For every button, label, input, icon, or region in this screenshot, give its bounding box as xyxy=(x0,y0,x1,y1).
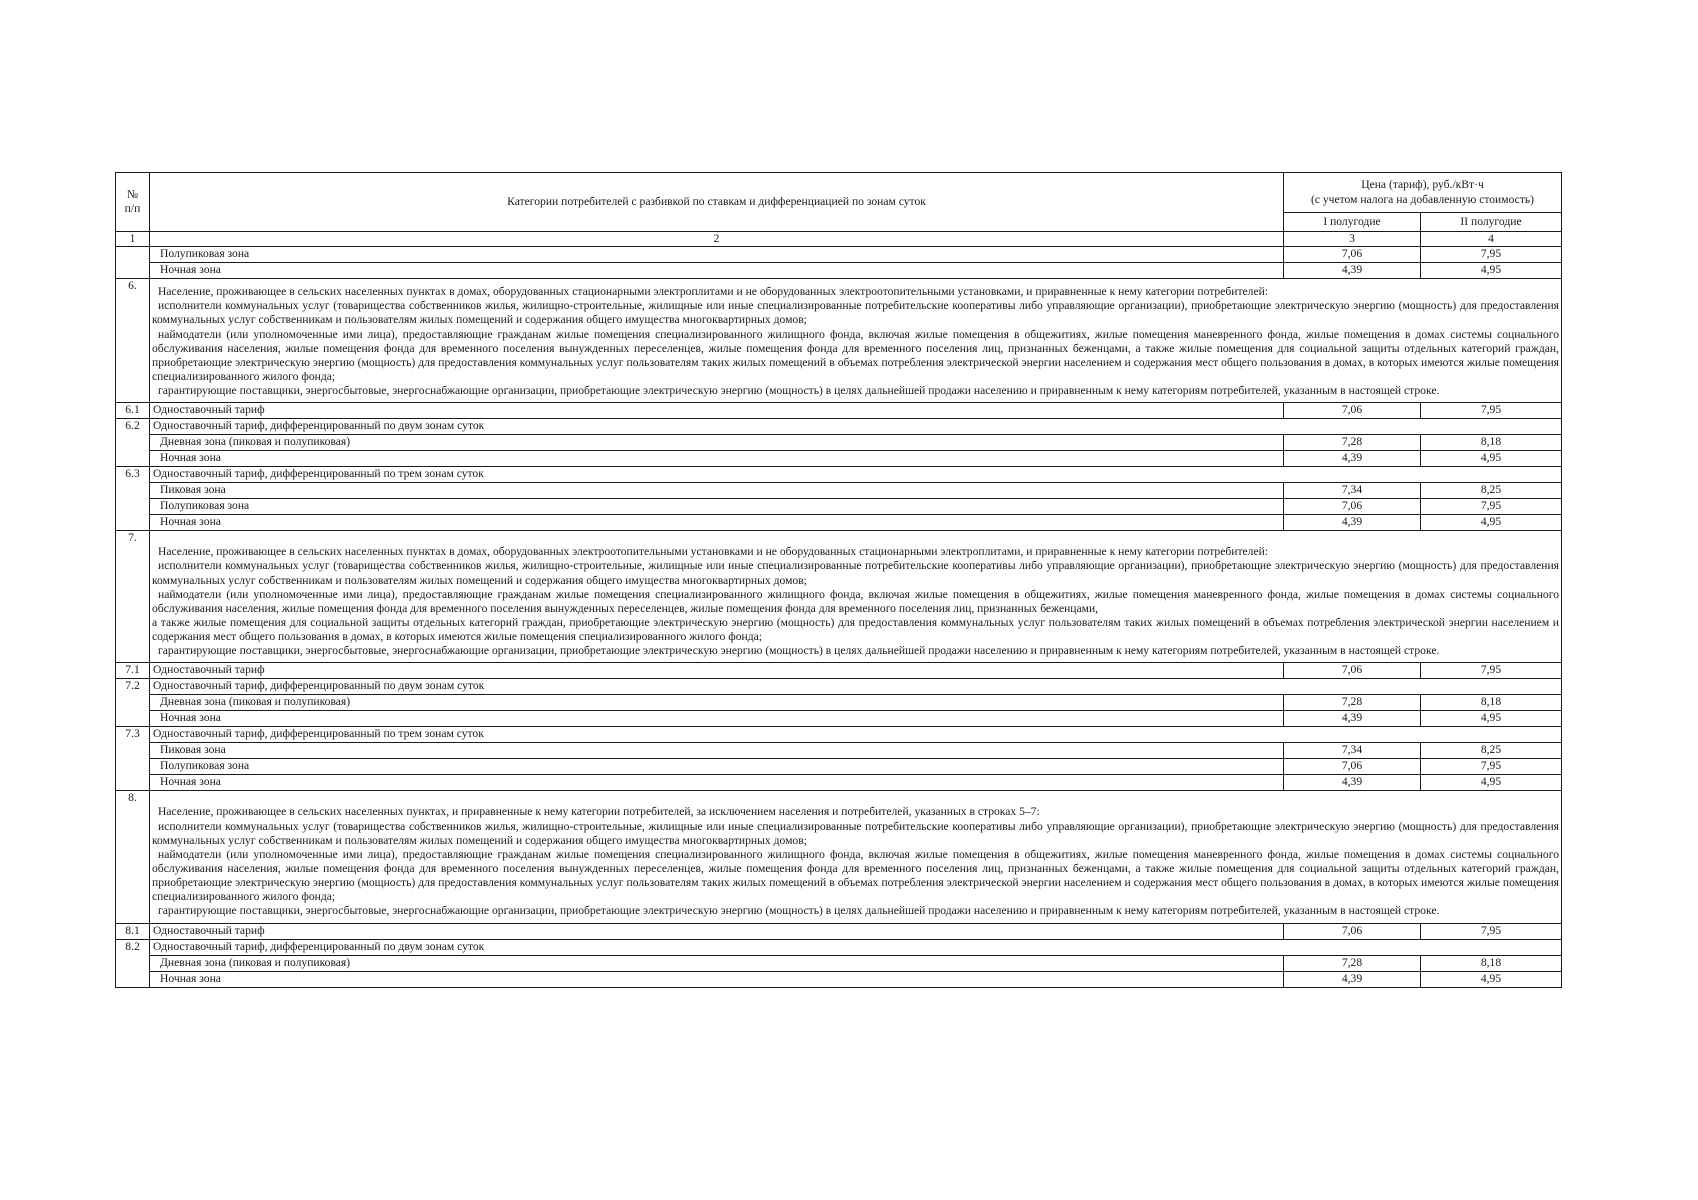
section-description xyxy=(150,279,1562,403)
section-description-row xyxy=(116,531,1562,663)
section-description-row xyxy=(116,791,1562,923)
value-half2: 7,95 xyxy=(1421,403,1562,419)
col-number-header xyxy=(116,173,150,232)
table-row xyxy=(116,451,1562,467)
description-paragraph: наймодатели (или уполномоченные ими лица), предоставляющие гражданам жилые помещения специализированного жилищного фонда, включая жилые помещения в общежитиях, жилые помещения маневренного фонда, жилые помещения в домах системы социального обслуживания населения, жилые помещения фонда для временного поселения вынужденных переселенцев, жилые помещения фонда для временного поселения лиц, признанных беженцами, а также жилые помещения для социальной защиты отдельных категорий граждан, приобретающие электрическую энергию (мощность) для предоставления коммунальных услуг пользователям таких жилых помещений в объемах потребления электрической энергии населением и содержания мест общего пользования в домах, в которых имеются жилые помещения специализированного жилого фонда; xyxy=(152,327,1559,383)
value-half2: 8,18 xyxy=(1421,695,1562,711)
row-label: Дневная зона (пиковая и полупиковая) xyxy=(150,695,1284,711)
header-row xyxy=(116,173,1562,213)
value-half1: 4,39 xyxy=(1284,263,1421,279)
row-number: 7.1 xyxy=(116,663,150,679)
section-number: 6. xyxy=(116,279,150,403)
value-half1: 7,06 xyxy=(1284,759,1421,775)
row-label: Одноставочный тариф xyxy=(150,663,1284,679)
num-label-line1: № xyxy=(126,187,139,201)
value-half1: 4,39 xyxy=(1284,711,1421,727)
row-label: Полупиковая зона xyxy=(150,247,1284,263)
half2-header: II полугодие xyxy=(1421,213,1562,232)
value-half1: 7,28 xyxy=(1284,435,1421,451)
value-half1: 4,39 xyxy=(1284,775,1421,791)
row-label: Одноставочный тариф, дифференцированный по двум зонам суток xyxy=(150,939,1562,955)
row-label: Ночная зона xyxy=(150,451,1284,467)
row-label: Полупиковая зона xyxy=(150,759,1284,775)
price-label-line2: (с учетом налога на добавленную стоимость) xyxy=(1310,192,1535,206)
value-half1: 7,06 xyxy=(1284,923,1421,939)
table-row xyxy=(116,419,1562,435)
table-row xyxy=(116,263,1562,279)
row-label: Одноставочный тариф, дифференцированный по двум зонам суток xyxy=(150,419,1562,435)
value-half2: 8,18 xyxy=(1421,955,1562,971)
half1-header: I полугодие xyxy=(1284,213,1421,232)
table-row xyxy=(116,727,1562,743)
row-number: 6.2 xyxy=(116,419,150,467)
row-label: Пиковая зона xyxy=(150,483,1284,499)
row-label: Дневная зона (пиковая и полупиковая) xyxy=(150,955,1284,971)
table-row xyxy=(116,775,1562,791)
value-half1: 4,39 xyxy=(1284,515,1421,531)
table-row xyxy=(116,971,1562,987)
row-number: 8.2 xyxy=(116,939,150,987)
column-numbers-row xyxy=(116,232,1562,247)
description-paragraph: исполнители коммунальных услуг (товарищества собственников жилья, жилищно-строительные, жилищные или иные специализированные потребительские кооперативы либо управляющие организации), приобретающие электрическую энергию (мощность) для предоставления коммунальных услуг собственникам и пользователям жилых помещений и содержания общего имущества многоквартирных домов; xyxy=(152,299,1559,327)
value-half1: 7,06 xyxy=(1284,663,1421,679)
category-header: Категории потребителей с разбивкой по ставкам и дифференциацией по зонам суток xyxy=(150,173,1284,232)
table-row xyxy=(116,403,1562,419)
description-paragraph: Население, проживающее в сельских населенных пунктах в домах, оборудованных стационарными электроплитами и не оборудованных электроотопительными установками, и приравненные к нему категории потребителей: xyxy=(158,285,1269,299)
row-label: Одноставочный тариф, дифференцированный по трем зонам суток xyxy=(150,727,1562,743)
num-label-line2: п/п xyxy=(124,202,141,215)
col-number-3: 3 xyxy=(1284,232,1421,247)
value-half2: 4,95 xyxy=(1421,263,1562,279)
value-half1: 7,06 xyxy=(1284,247,1421,263)
value-half2: 7,95 xyxy=(1421,759,1562,775)
tariff-table xyxy=(115,172,1562,988)
table-row xyxy=(116,695,1562,711)
value-half2: 4,95 xyxy=(1421,451,1562,467)
value-half2: 7,95 xyxy=(1421,923,1562,939)
table-row xyxy=(116,515,1562,531)
value-half2: 4,95 xyxy=(1421,711,1562,727)
value-half1: 7,34 xyxy=(1284,483,1421,499)
table-row xyxy=(116,759,1562,775)
description-paragraph: гарантирующие поставщики, энергосбытовые, энергоснабжающие организации, приобретающие электрическую энергию (мощность) в целях дальнейшей продажи населению и приравненным к нему категориям потребителей, указанным в настоящей строке. xyxy=(158,644,1440,658)
row-number: 7.3 xyxy=(116,727,150,791)
description-paragraph: исполнители коммунальных услуг (товарищества собственников жилья, жилищно-строительные, жилищные или иные специализированные потребительские кооперативы либо управляющие организации), приобретающие электрическую энергию (мощность) для предоставления коммунальных услуг собственникам и пользователям жилых помещений и содержания общего имущества многоквартирных домов; xyxy=(152,819,1559,847)
col-number-2: 2 xyxy=(150,232,1284,247)
row-number: 8.1 xyxy=(116,923,150,939)
section-description-row xyxy=(116,279,1562,403)
value-half1: 7,06 xyxy=(1284,403,1421,419)
row-label: Одноставочный тариф, дифференцированный по двум зонам суток xyxy=(150,679,1562,695)
value-half2: 8,25 xyxy=(1421,483,1562,499)
row-label: Полупиковая зона xyxy=(150,499,1284,515)
value-half1: 7,28 xyxy=(1284,695,1421,711)
description-paragraph: Население, проживающее в сельских населенных пунктах в домах, оборудованных электроотопительными установками и не оборудованных стационарными электроплитами, и приравненные к нему категории потребителей: xyxy=(158,545,1269,559)
row-label: Одноставочный тариф xyxy=(150,923,1284,939)
row-label: Ночная зона xyxy=(150,711,1284,727)
value-half2: 7,95 xyxy=(1421,663,1562,679)
row-label: Ночная зона xyxy=(150,775,1284,791)
value-half2: 4,95 xyxy=(1421,971,1562,987)
row-number: 6.3 xyxy=(116,467,150,531)
value-half2: 4,95 xyxy=(1421,775,1562,791)
value-half2: 7,95 xyxy=(1421,499,1562,515)
row-number: 7.2 xyxy=(116,679,150,727)
description-paragraph: гарантирующие поставщики, энергосбытовые, энергоснабжающие организации, приобретающие электрическую энергию (мощность) в целях дальнейшей продажи населению и приравненным к нему категориям потребителей, указанным в настоящей строке. xyxy=(158,384,1440,398)
price-label-line1: Цена (тариф), руб./кВт·ч xyxy=(1361,178,1484,192)
description-paragraph: а также жилые помещения для социальной защиты отдельных категорий граждан, приобретающие электрическую энергию (мощность) для предоставления коммунальных услуг пользователям таких жилых помещений в объемах потребления электрической энергии населением и содержания мест общего пользования в домах, в которых имеются жилые помещения специализированного жилого фонда; xyxy=(152,615,1559,644)
table-row xyxy=(116,955,1562,971)
section-number: 8. xyxy=(116,791,150,923)
row-label: Дневная зона (пиковая и полупиковая) xyxy=(150,435,1284,451)
table-row xyxy=(116,663,1562,679)
table-row xyxy=(116,435,1562,451)
description-paragraph: наймодатели (или уполномоченные ими лица), предоставляющие гражданам жилые помещения специализированного жилищного фонда, включая жилые помещения в общежитиях, жилые помещения маневренного фонда, жилые помещения в домах системы социального обслуживания населения, жилые помещения фонда для временного поселения вынужденных переселенцев, жилые помещения фонда для временного поселения лиц, признанных беженцами, xyxy=(152,587,1559,615)
description-paragraph: наймодатели (или уполномоченные ими лица), предоставляющие гражданам жилые помещения специализированного жилищного фонда, включая жилые помещения в общежитиях, жилые помещения маневренного фонда, жилые помещения в домах системы социального обслуживания населения, жилые помещения фонда для временного поселения вынужденных переселенцев, жилые помещения фонда для временного поселения лиц, признанных беженцами, а также жилые помещения для социальной защиты отдельных категорий граждан, приобретающие электрическую энергию (мощность) для предоставления коммунальных услуг пользователям таких жилых помещений в объемах потребления электрической энергии населением и содержания мест общего пользования в домах, в которых имеются жилые помещения специализированного жилого фонда; xyxy=(152,847,1559,904)
value-half1: 4,39 xyxy=(1284,451,1421,467)
col-number-4: 4 xyxy=(1421,232,1562,247)
row-label: Ночная зона xyxy=(150,971,1284,987)
description-paragraph: исполнители коммунальных услуг (товарищества собственников жилья, жилищно-строительные, жилищные или иные специализированные потребительские кооперативы либо управляющие организации), приобретающие электрическую энергию (мощность) для предоставления коммунальных услуг собственникам и пользователям жилых помещений и содержания общего имущества многоквартирных домов; xyxy=(152,559,1559,587)
row-label: Одноставочный тариф xyxy=(150,403,1284,419)
table-row xyxy=(116,923,1562,939)
value-half1: 7,06 xyxy=(1284,499,1421,515)
description-paragraph: гарантирующие поставщики, энергосбытовые, энергоснабжающие организации, приобретающие электрическую энергию (мощность) в целях дальнейшей продажи населению и приравненным к нему категориям потребителей, указанным в настоящей строке. xyxy=(158,904,1440,918)
col-number-1: 1 xyxy=(116,232,150,247)
table-row xyxy=(116,679,1562,695)
value-half2: 8,18 xyxy=(1421,435,1562,451)
row-label: Ночная зона xyxy=(150,515,1284,531)
value-half1: 4,39 xyxy=(1284,971,1421,987)
value-half1: 7,28 xyxy=(1284,955,1421,971)
row-label: Одноставочный тариф, дифференцированный по трем зонам суток xyxy=(150,467,1562,483)
table-row xyxy=(116,467,1562,483)
table-row xyxy=(116,247,1562,263)
value-half2: 7,95 xyxy=(1421,247,1562,263)
value-half2: 8,25 xyxy=(1421,743,1562,759)
row-label: Пиковая зона xyxy=(150,743,1284,759)
description-paragraph: Население, проживающее в сельских населенных пунктах, и приравненные к нему категории потребителей, за исключением населения и потребителей, указанных в строках 5–7: xyxy=(158,805,1040,819)
table-row xyxy=(116,711,1562,727)
row-label: Ночная зона xyxy=(150,263,1284,279)
row-number: 6.1 xyxy=(116,403,150,419)
price-header xyxy=(1284,173,1562,213)
value-half1: 7,34 xyxy=(1284,743,1421,759)
table-row xyxy=(116,743,1562,759)
section-description xyxy=(150,531,1562,663)
table-row xyxy=(116,499,1562,515)
table-row xyxy=(116,939,1562,955)
section-number: 7. xyxy=(116,531,150,663)
table-row xyxy=(116,483,1562,499)
value-half2: 4,95 xyxy=(1421,515,1562,531)
section-description xyxy=(150,791,1562,923)
